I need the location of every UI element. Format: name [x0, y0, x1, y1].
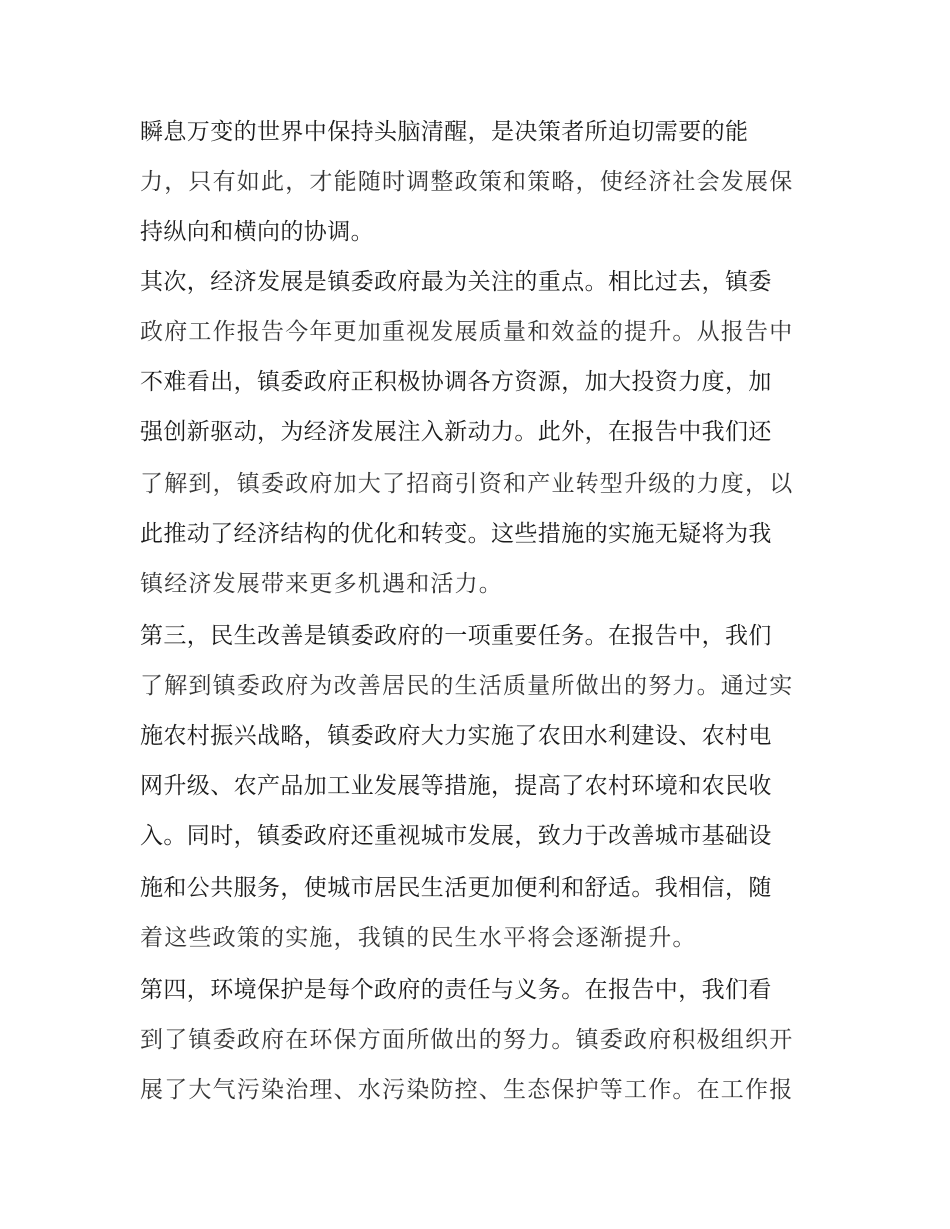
- text-line: 着这些政策的实施，我镇的民生水平将会逐渐提升。: [140, 925, 697, 951]
- text-line: 第三，民生改善是镇委政府的一项重要任务。在报告中，我们: [140, 623, 772, 649]
- text-line: 了解到，镇委政府加大了招商引资和产业转型升级的力度，以: [140, 471, 794, 497]
- text-line: 了解到镇委政府为改善居民的生活质量所做出的努力。通过实: [140, 673, 794, 699]
- text-line: 到了镇委政府在环保方面所做出的努力。镇委政府积极组织开: [140, 1027, 794, 1053]
- text-line: 入。同时，镇委政府还重视城市发展，致力于改善城市基础设: [140, 823, 772, 849]
- text-line: 力，只有如此，才能随时调整政策和策略，使经济社会发展保: [140, 169, 794, 195]
- text-line: 强创新驱动，为经济发展注入新动力。此外，在报告中我们还: [140, 419, 772, 445]
- text-line: 持纵向和横向的协调。: [140, 219, 374, 245]
- text-line: 镇经济发展带来更多机遇和活力。: [140, 571, 503, 597]
- text-line: 此推动了经济结构的优化和转变。这些措施的实施无疑将为我: [140, 521, 772, 547]
- text-line: 施和公共服务，使城市居民生活更加便利和舒适。我相信，随: [140, 875, 772, 901]
- text-line: 政府工作报告今年更加重视发展质量和效益的提升。从报告中: [140, 319, 794, 345]
- text-line: 施农村振兴战略，镇委政府大力实施了农田水利建设、农村电: [140, 723, 772, 749]
- text-line: 瞬息万变的世界中保持头脑清醒，是决策者所迫切需要的能: [140, 119, 749, 145]
- text-line: 第四，环境保护是每个政府的责任与义务。在报告中，我们看: [140, 977, 772, 1003]
- text-line: 展了大气污染治理、水污染防控、生态保护等工作。在工作报: [140, 1077, 794, 1103]
- text-line: 其次，经济发展是镇委政府最为关注的重点。相比过去，镇委: [140, 269, 772, 295]
- text-line: 不难看出，镇委政府正积极协调各方资源，加大投资力度，加: [140, 369, 772, 395]
- text-line: 网升级、农产品加工业发展等措施，提高了农村环境和农民收: [140, 773, 772, 799]
